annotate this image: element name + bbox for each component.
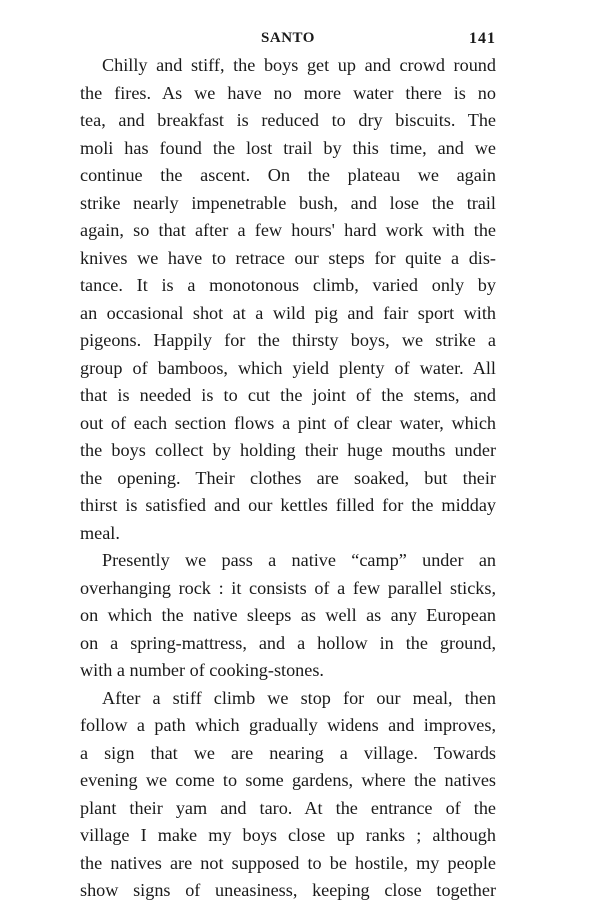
text-line: moli has found the lost trail by this time, and we xyxy=(80,137,496,158)
text-line: group of bamboos, which yield plenty of water. All xyxy=(80,357,496,378)
text-line: knives we have to retrace our steps for quite a dis- xyxy=(80,247,496,268)
text-line: the boys collect by holding their huge mouths under xyxy=(80,440,496,460)
text-line: meal. xyxy=(80,522,120,543)
text-line: strike nearly impenetrable bush, and lose the trail xyxy=(80,192,496,213)
text-line: on a spring-mattress, and a hollow in the ground, xyxy=(80,632,496,653)
text-line: with a number of cooking-stones. xyxy=(80,660,324,680)
text-line: follow a path which gradually widens and improves, xyxy=(80,715,496,735)
text-line: evening we come to some gardens, where the natives xyxy=(80,770,496,790)
text-line: Chilly and stiff, the boys get up and crowd round xyxy=(102,55,496,75)
text-line: plant their yam and taro. At the entrance of the xyxy=(80,797,496,818)
page-header xyxy=(80,30,496,52)
text-line: that is needed is to cut the joint of the stems, and xyxy=(80,385,496,405)
text-line: After a stiff climb we stop for our meal, then xyxy=(102,687,496,708)
text-line: Presently we pass a native “camp” under an xyxy=(102,550,496,570)
text-line: out of each section flows a pint of clear water, which xyxy=(80,412,496,433)
text-line: overhanging rock : it consists of a few parallel sticks, xyxy=(80,577,496,598)
text-line: a sign that we are nearing a village. Towards xyxy=(80,742,496,763)
text-line: the fires. As we have no more water there is no xyxy=(80,82,496,103)
text-line: village I make my boys close up ranks ; although xyxy=(80,825,496,845)
body-text xyxy=(80,52,496,905)
text-line: pigeons. Happily for the thirsty boys, we strike a xyxy=(80,330,496,350)
text-line: on which the native sleeps as well as any European xyxy=(80,605,496,625)
text-line: tea, and breakfast is reduced to dry biscuits. The xyxy=(80,110,496,130)
text-line: an occasional shot at a wild pig and fair sport with xyxy=(80,302,496,323)
page-number: 141 xyxy=(469,30,496,47)
text-line: tance. It is a monotonous climb, varied only by xyxy=(80,275,496,295)
text-line: continue the ascent. On the plateau we again xyxy=(80,165,496,185)
text-line: the opening. Their clothes are soaked, but their xyxy=(80,467,496,488)
text-line: the natives are not supposed to be hostile, my people xyxy=(80,852,496,873)
text-line: show signs of uneasiness, keeping close together xyxy=(80,880,496,900)
text-line: again, so that after a few hours' hard work with the xyxy=(80,220,496,240)
text-line: thirst is satisfied and our kettles filled for the midday xyxy=(80,495,496,515)
running-title: SANTO xyxy=(261,30,315,46)
